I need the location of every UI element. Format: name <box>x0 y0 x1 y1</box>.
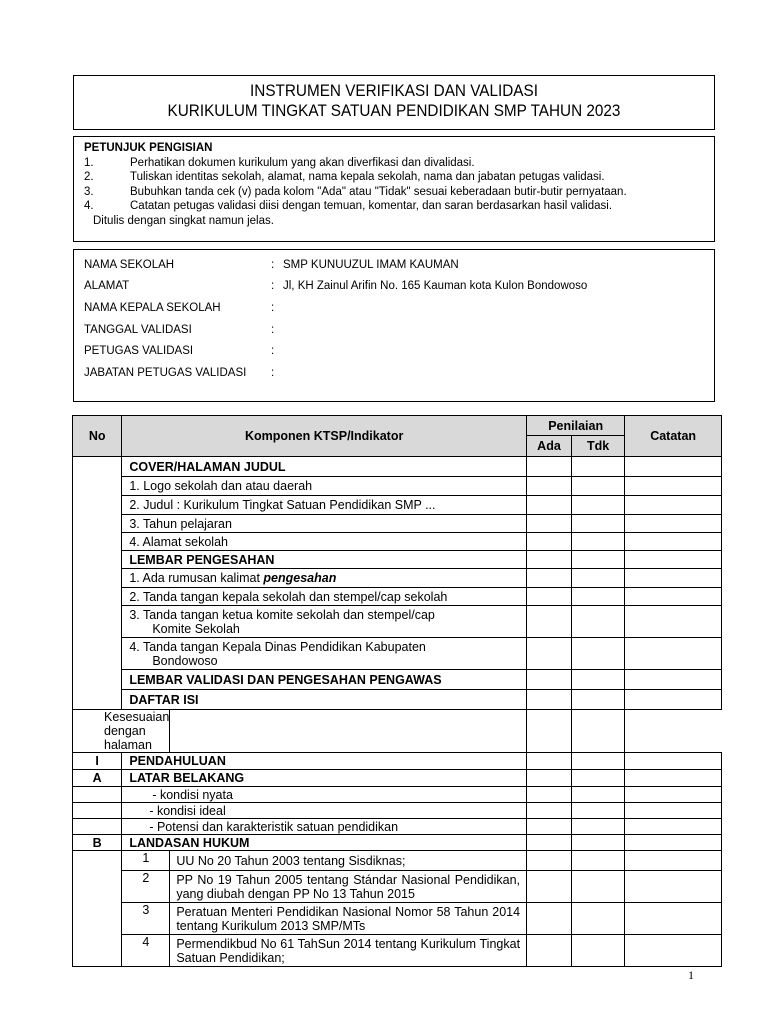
catatan-cell[interactable] <box>625 638 722 670</box>
check-tdk[interactable] <box>571 496 624 515</box>
catatan-cell[interactable] <box>625 851 722 871</box>
check-tdk[interactable] <box>571 787 624 803</box>
check-tdk[interactable] <box>571 851 624 871</box>
table-row: 4. Tanda tangan Kepala Dinas Pendidikan Kabupaten Bondowoso <box>122 638 527 670</box>
header-penilaian: Penilaian <box>527 416 625 436</box>
catatan-cell[interactable] <box>625 803 722 819</box>
check-tdk[interactable] <box>571 638 624 670</box>
section-title: LATAR BELAKANG <box>122 770 527 787</box>
instructions-box <box>73 136 715 242</box>
school-field-row: TANGGAL VALIDASI : <box>84 323 275 336</box>
school-field-row: ALAMAT : Jl, KH Zainul Arifin No. 165 Kauman kota Kulon Bondowoso <box>84 280 588 293</box>
check-ada[interactable] <box>527 515 572 533</box>
table-row: Permendikbud No 61 TahSun 2014 tentang Kurikulum Tingkat Satuan Pendidikan; <box>170 935 527 967</box>
check-tdk[interactable] <box>571 903 624 935</box>
check-ada[interactable] <box>527 477 572 496</box>
instruction-item: 4. Catatan petugas validasi diisi dengan temuan, komentar, dan saran berdasarkan hasil validasi. <box>84 200 613 212</box>
header-komponen: Komponen KTSP/Indikator <box>122 416 527 457</box>
check-ada[interactable] <box>527 588 572 606</box>
check-tdk[interactable] <box>527 710 572 753</box>
header-catatan: Catatan <box>625 416 722 457</box>
check-ada[interactable] <box>527 851 572 871</box>
catatan-cell[interactable] <box>625 515 722 533</box>
check-ada[interactable] <box>527 935 572 967</box>
instruction-item: 1. Perhatikan dokumen kurikulum yang akan diverfikasi dan divalidasi. <box>84 156 475 169</box>
table-row: PP No 19 Tahun 2005 tentang Stándar Nasional Pendidikan, yang diubah dengan PP No 13 Tahun 2015 <box>170 871 527 903</box>
instruction-item: 3. Bubuhkan tanda cek (v) pada kolom "Ada" atau "Tidak" sesuai keberadaan butir-butir pernyataan. <box>84 185 627 198</box>
document-title-line2: KURIKULUM TINGKAT SATUAN PENDIDIKAN SMP TAHUN 2023 <box>167 101 621 120</box>
table-row: - kondisi ideal <box>122 803 527 819</box>
document-title-box <box>73 75 715 130</box>
check-ada[interactable] <box>527 819 572 835</box>
table-row: 2. Judul : Kurikulum Tingkat Satuan Pendidikan SMP ... <box>122 496 527 515</box>
check-tdk[interactable] <box>571 819 624 835</box>
catatan-cell[interactable] <box>571 710 624 753</box>
school-field-row: NAMA SEKOLAH : SMP KUNUUZUL IMAM KAUMAN <box>84 258 459 271</box>
table-row: - Potensi dan karakteristik satuan pendidikan <box>122 819 527 835</box>
table-row: 3. Tanda tangan ketua komite sekolah dan stempel/cap Komite Sekolah <box>122 606 527 638</box>
section-title: COVER/HALAMAN JUDUL <box>122 457 527 477</box>
table-row: 2. Tanda tangan kepala sekolah dan stempel/cap sekolah <box>122 588 527 606</box>
check-ada[interactable] <box>527 903 572 935</box>
header-tdk: Tdk <box>571 436 624 457</box>
section-title: PENDAHULUAN <box>122 753 527 770</box>
check-ada[interactable] <box>527 670 572 690</box>
table-row: - kondisi nyata <box>122 787 527 803</box>
table-row: 4. Alamat sekolah <box>122 533 527 551</box>
address-value: Jl, KH Zainul Arifin No. 165 Kauman kota Kulon Bondowoso <box>283 280 588 293</box>
catatan-cell[interactable] <box>625 588 722 606</box>
check-tdk[interactable] <box>571 477 624 496</box>
check-tdk[interactable] <box>571 569 624 588</box>
school-field-row: JABATAN PETUGAS VALIDASI : <box>84 366 275 379</box>
document-title-line1: INSTRUMEN VERIFIKASI DAN VALIDASI <box>250 81 538 100</box>
header-ada: Ada <box>527 436 572 457</box>
school-field-row: NAMA KEPALA SEKOLAH : <box>84 301 275 314</box>
table-row: 1. Logo sekolah dan atau daerah <box>122 477 527 496</box>
check-tdk[interactable] <box>571 803 624 819</box>
check-ada[interactable] <box>170 710 527 753</box>
catatan-cell[interactable] <box>625 533 722 551</box>
school-name-value: SMP KUNUUZUL IMAM KAUMAN <box>283 258 459 271</box>
table-row: 1. Ada rumusan kalimat pengesahan <box>122 569 527 588</box>
catatan-cell[interactable] <box>625 903 722 935</box>
section-title: LEMBAR PENGESAHAN <box>122 551 527 569</box>
check-ada[interactable] <box>527 871 572 903</box>
check-ada[interactable] <box>527 496 572 515</box>
catatan-cell[interactable] <box>625 606 722 638</box>
catatan-cell[interactable] <box>625 871 722 903</box>
check-ada[interactable] <box>527 787 572 803</box>
page-number: 1 <box>688 968 694 982</box>
header-no: No <box>73 416 122 457</box>
catatan-cell[interactable] <box>625 787 722 803</box>
catatan-cell[interactable] <box>625 477 722 496</box>
check-tdk[interactable] <box>571 670 624 690</box>
check-ada[interactable] <box>527 569 572 588</box>
table-row: Peratuan Menteri Pendidikan Nasional Nomor 58 Tahun 2014 tentang Kurikulum 2013 SMP/MTs <box>170 903 527 935</box>
catatan-cell[interactable] <box>625 496 722 515</box>
table-row: UU No 20 Tahun 2003 tentang Sisdiknas; <box>170 851 527 871</box>
check-ada[interactable] <box>527 533 572 551</box>
check-ada[interactable] <box>527 803 572 819</box>
instructions-heading: PETUNJUK PENGISIAN <box>84 142 213 154</box>
check-tdk[interactable] <box>571 515 624 533</box>
catatan-cell[interactable] <box>625 935 722 967</box>
check-tdk[interactable] <box>571 871 624 903</box>
instruction-item: 2. Tuliskan identitas sekolah, alamat, nama kepala sekolah, nama dan jabatan petugas validasi. <box>84 171 605 183</box>
section-title: LEMBAR VALIDASI DAN PENGESAHAN PENGAWAS <box>122 670 527 690</box>
validation-table: No Komponen KTSP/Indikator Penilaian Catatan Ada Tdk COVER/HALAMAN JUDUL 1. Logo sekolah dan atau daerah 2. Judul : Kurikulum Tingkat Satuan Pendidikan SMP ... 3. Tahun pelajaran 4. Alamat sekolah LEMBAR PENGESAHAN 1. Ada rumusan kalimat pengesahan 2. Tanda tangan kepala sekolah dan stempel/cap sekolah 3. Tanda tangan ketua komite sekolah dan stempel/cap Komite Sekolah 4. Tanda tangan Kepala Dinas Pendidikan Kabupaten Bondowoso LEMBAR VALIDASI DAN PENGESAHAN PENGAWAS DAFTAR ISI Kesesuaian dengan halaman I PENDAHULUAN A LATAR BELAKANG - kondisi nyata - kondisi ideal - Potensi dan karakteristik satuan pendidikan B LANDASAN HUKUM 1 UU No 20 Tahun 2003 tentang Sisdiknas; 2 PP No 19 Tahun 2005 tentang Stándar Nasional Pendidikan, yang diubah dengan PP No 13 Tahun 2015 3 Peratuan Menteri Pendidikan Nasional Nomor 58 Tahun 2014 tentang Kurikulum 2013 SMP/MTs 4 Permendikbud No 61 TahSun 2014 tentang Kurikulum Tingkat Satuan Pendidikan; <box>72 415 722 967</box>
catatan-cell[interactable] <box>625 670 722 690</box>
table-row: Kesesuaian dengan halaman <box>73 710 170 753</box>
school-identity-box <box>73 249 715 402</box>
check-tdk[interactable] <box>571 533 624 551</box>
check-tdk[interactable] <box>571 588 624 606</box>
catatan-cell[interactable] <box>625 819 722 835</box>
check-ada[interactable] <box>527 606 572 638</box>
instruction-extra: Ditulis dengan singkat namun jelas. <box>93 214 274 227</box>
check-tdk[interactable] <box>571 935 624 967</box>
check-ada[interactable] <box>527 638 572 670</box>
table-row: 3. Tahun pelajaran <box>122 515 527 533</box>
check-tdk[interactable] <box>571 606 624 638</box>
section-title: DAFTAR ISI <box>122 690 527 710</box>
section-title: LANDASAN HUKUM <box>122 835 527 851</box>
school-field-row: PETUGAS VALIDASI : <box>84 345 275 358</box>
catatan-cell[interactable] <box>625 569 722 588</box>
